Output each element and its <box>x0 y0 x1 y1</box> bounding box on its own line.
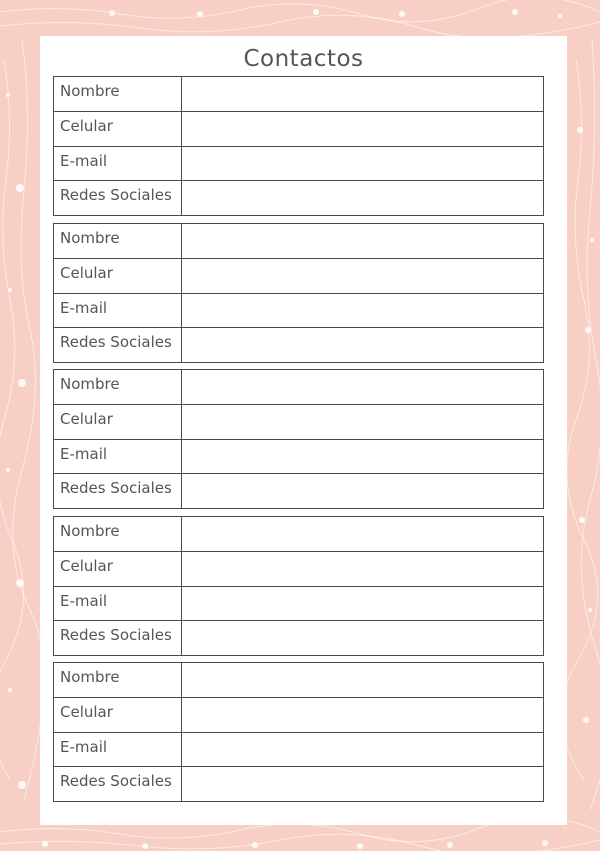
field-value-cell[interactable] <box>182 474 543 508</box>
field-value-cell[interactable] <box>182 112 543 146</box>
contact-field-row <box>54 370 543 404</box>
field-label: Nombre <box>54 370 182 404</box>
field-label: Redes Sociales <box>54 328 182 362</box>
field-label: Redes Sociales <box>54 621 182 655</box>
field-value-cell[interactable] <box>182 405 543 439</box>
field-value-cell[interactable] <box>182 77 543 111</box>
field-label: Celular <box>54 552 182 586</box>
contact-field-row <box>54 224 543 258</box>
field-value-cell[interactable] <box>182 552 543 586</box>
contact-field-row <box>54 732 543 767</box>
contact-field-row <box>54 473 543 508</box>
field-value-cell[interactable] <box>182 259 543 293</box>
field-label: E-mail <box>54 440 182 474</box>
field-value-cell[interactable] <box>182 587 543 621</box>
field-label: E-mail <box>54 294 182 328</box>
field-value-cell[interactable] <box>182 621 543 655</box>
contact-field-row <box>54 551 543 586</box>
field-value-cell[interactable] <box>182 733 543 767</box>
field-value-cell[interactable] <box>182 328 543 362</box>
contact-field-row <box>54 697 543 732</box>
field-label: Celular <box>54 112 182 146</box>
field-label: Celular <box>54 405 182 439</box>
field-label: Redes Sociales <box>54 474 182 508</box>
contact-field-row <box>54 111 543 146</box>
contact-field-row <box>54 620 543 655</box>
contact-block <box>53 662 544 802</box>
field-value-cell[interactable] <box>182 698 543 732</box>
field-label: Nombre <box>54 77 182 111</box>
contact-field-row <box>54 146 543 181</box>
field-value-cell[interactable] <box>182 440 543 474</box>
contact-field-row <box>54 663 543 697</box>
field-value-cell[interactable] <box>182 224 543 258</box>
contact-field-row <box>54 517 543 551</box>
contact-field-row <box>54 327 543 362</box>
page-title: Contactos <box>243 46 364 72</box>
field-label: E-mail <box>54 147 182 181</box>
field-value-cell[interactable] <box>182 370 543 404</box>
field-label: E-mail <box>54 587 182 621</box>
field-value-cell[interactable] <box>182 663 543 697</box>
contact-field-row <box>54 766 543 801</box>
field-label: Nombre <box>54 517 182 551</box>
contact-field-row <box>54 586 543 621</box>
contact-block <box>53 223 544 363</box>
field-label: Celular <box>54 259 182 293</box>
field-value-cell[interactable] <box>182 767 543 801</box>
field-value-cell[interactable] <box>182 181 543 215</box>
field-label: Redes Sociales <box>54 181 182 215</box>
contact-field-row <box>54 180 543 215</box>
contacts-sheet <box>40 36 567 825</box>
field-label: Celular <box>54 698 182 732</box>
contact-field-row <box>54 258 543 293</box>
contact-field-row <box>54 404 543 439</box>
contact-field-row <box>54 439 543 474</box>
field-label: Redes Sociales <box>54 767 182 801</box>
field-value-cell[interactable] <box>182 147 543 181</box>
field-label: Nombre <box>54 663 182 697</box>
contact-block <box>53 76 544 216</box>
field-value-cell[interactable] <box>182 294 543 328</box>
field-value-cell[interactable] <box>182 517 543 551</box>
field-label: Nombre <box>54 224 182 258</box>
contact-block <box>53 516 544 656</box>
contact-field-row <box>54 293 543 328</box>
field-label: E-mail <box>54 733 182 767</box>
contact-block <box>53 369 544 509</box>
contact-field-row <box>54 77 543 111</box>
